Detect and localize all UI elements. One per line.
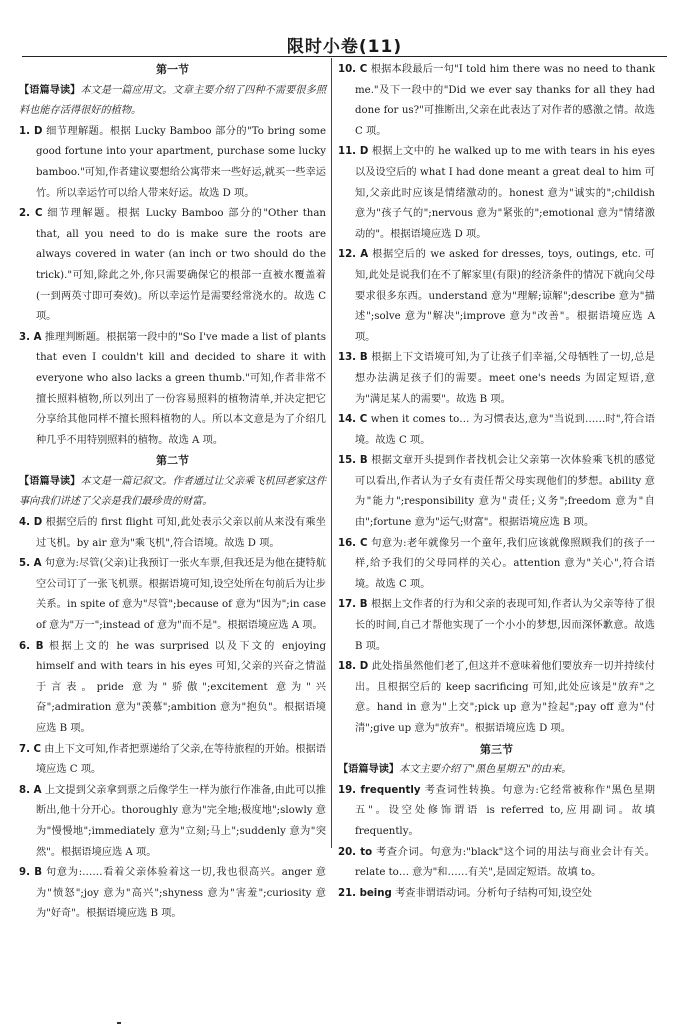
answer-explanation: when it comes to… 为习惯表达,意为"当说到……时",符合语境。故选 C 项。: [355, 414, 655, 446]
answer-number: 15. B: [338, 455, 368, 467]
answer-item-17: [338, 595, 655, 657]
answer-explanation: 根据上下文语境可知,为了让孩子们幸福,父母牺牲了一切,总是想办法满足孩子们的需要。meet one's needs 为固定短语,意为"满足某人的需要"。故选 B 项。: [355, 352, 655, 405]
answer-number: 21. being: [338, 887, 392, 899]
answer-item-5: [19, 554, 326, 636]
answer-number: 19. frequently: [338, 784, 421, 796]
guide-tag: 【语篇导读】: [19, 475, 81, 487]
answer-number: 12. A: [338, 249, 369, 261]
answer-number: 14. C: [338, 414, 368, 426]
answer-number: 6. B: [19, 640, 44, 652]
answer-item-13: [338, 348, 655, 410]
answer-number: 18. D: [338, 661, 369, 673]
answer-explanation: 根据上文的 he was surprised 以及下文的 enjoying himself and with tears in his eyes 可知,父亲的兴奋之情溢于言表。pride 意为"骄傲";excitement 意为"兴奋";admiration 意为"羡慕";ambition 意为"抱负"。根据语境应选 B 项。: [36, 640, 326, 734]
answer-explanation: 推理判断题。根据第一段中的"So I've made a list of plants that even I couldn't kill and decided to share it with everyone who also lacks a green thumb."可知,作者非常不擅长照料植物,所以列出了一份容易照料的植物清单,并决定把它分享给其他同样不擅长照料植物的人。所以本文意是为了介绍几种几乎不用特别照料的植物。故选 A 项。: [36, 331, 326, 446]
answer-number: 17. B: [338, 599, 368, 611]
answer-item-4: [19, 513, 326, 554]
answer-item-20: [338, 843, 655, 884]
guide-text: 本文是一篇应用文。文章主要介绍了四种不需要很多照料也能存活得很好的植物。: [19, 84, 327, 117]
title-rule: [22, 56, 667, 57]
section-heading-3: 第三节: [480, 742, 513, 756]
answer-number: 10. C: [338, 64, 368, 75]
answer-explanation: 考查词性转换。句意为:它经常被称作"黑色星期五"。设空处修饰谓语 is referred to,应用副词。故填 frequently。: [355, 784, 655, 837]
answer-explanation: 句意为:尽管(父亲)让我预订一张火车票,但我还是为他在捷特航空公司订了一张飞机票。根据语境可知,设空处所在句前后为让步关系。in spite of 意为"尽管";because of 意为"因为";in case of 意为"万一";instead of 意为"而不是"。根据语境应选 A 项。: [36, 558, 326, 632]
right-column: [338, 60, 655, 904]
answer-explanation: 根据上文作者的行为和父亲的表现可知,作者认为父亲等待了很长的时间,自己才帮他实现了一个小小的梦想,因而深怀歉意。故选 B 项。: [355, 599, 655, 652]
answer-item-21: [338, 884, 655, 905]
answer-number: 8. A: [19, 784, 42, 796]
section-heading-2: 第二节: [156, 454, 189, 468]
answer-explanation: 句意为:……看着父亲体验着这一切,我也很高兴。anger 意为"愤怒";joy 意为"高兴";shyness 意为"害羞";curiosity 意为"好奇"。根据语境应选 B 项。: [36, 867, 326, 920]
answer-explanation: 细节理解题。根据 Lucky Bamboo 部分的"To bring some good fortune into your apartment, purchase some lucky bamboo."可知,作者建议要想给公寓带来一些好运,就买一些幸运竹。所以幸运竹可以给人带来好运。故选 D 项。: [36, 125, 326, 199]
answer-item-3: [19, 328, 326, 452]
column-divider: [331, 58, 332, 848]
answer-item-12: [338, 245, 655, 348]
answer-number: 7. C: [19, 743, 41, 755]
answer-explanation: 根据空后的 we asked for dresses, toys, outings, etc. 可知,此处是说我们在不了解家里(有限)的经济条件的情况下就向父母要求很多东西。understand 意为"理解;谅解";describe 意为"描述";solve 意为"解决";improve 意为"改善"。根据语境应选 A 项。: [355, 249, 655, 343]
section-heading-1: 第一节: [156, 63, 189, 76]
answer-item-14: [338, 410, 655, 451]
answer-number: 13. B: [338, 352, 368, 364]
answer-explanation: 由上下文可知,作者把票递给了父亲,在等待旅程的开始。根据语境应选 C 项。: [36, 743, 326, 776]
answer-number: 1. D: [19, 125, 43, 137]
answer-explanation: 根据本段最后一句"I told him there was no need to thank me."及下一段中的"Did we ever say thanks for all they had done for us?"可推断出,父亲在此表达了对作者的感激之情。故选 C 项。: [355, 64, 655, 137]
reading-guide-3: [338, 760, 655, 781]
answer-number: 16. C: [338, 537, 368, 549]
answer-item-10: [338, 60, 655, 142]
guide-tag: 【语篇导读】: [19, 84, 81, 96]
answer-item-8: [19, 781, 326, 863]
answer-number: 20. to: [338, 846, 373, 858]
answer-item-18: [338, 657, 655, 739]
answer-explanation: 此处指虽然他们老了,但这并不意味着他们要放弃一切并持续付出。且根据空后的 keep sacrificing 可知,此处应该是"放弃"之意。hand in 意为"上交";pick up 意为"捡起";pay off 意为"付清";give up 意为"放弃"。根据语境应选 D 项。: [355, 661, 655, 734]
answer-item-19: [338, 781, 655, 843]
guide-tag: 【语篇导读】: [338, 764, 400, 776]
guide-text: 本文主要介绍了"黑色星期五"的由来。: [399, 764, 572, 776]
answer-item-9: [19, 863, 326, 925]
guide-text: 本文是一篇记叙文。作者通过让父亲乘飞机回老家这件事向我们讲述了父亲是我们最珍贵的财富。: [19, 475, 327, 508]
answer-explanation: 考查非谓语动词。分析句子结构可知,设空处: [395, 887, 592, 899]
answer-explanation: 根据文章开头提到作者找机会让父亲第一次体验乘飞机的感觉可以看出,作者认为子女有责任帮父母实现他们的梦想。ability 意为"能力";responsibility 意为"责任;义务";freedom 意为"自由";fortune 意为"运气;财富"。根据语境应选 B 项。: [355, 455, 656, 529]
answer-number: 4. D: [19, 517, 43, 529]
answer-item-1: [19, 122, 326, 204]
answer-explanation: 根据空后的 first flight 可知,此处表示父亲以前从来没有乘坐过飞机。by air 意为"乘飞机",符合语境。故选 D 项。: [36, 517, 326, 549]
answer-number: 9. B: [19, 867, 42, 879]
answer-number: 11. D: [338, 146, 369, 158]
left-column: [19, 60, 326, 925]
answer-explanation: 根据上文中的 he walked up to me with tears in his eyes 以及设空后的 what I had done meant a great deal to him 可知,父亲此时应该是情绪激动的。honest 意为"诚实的";childish 意为"孩子气的";nervous 意为"紧张的";emotional 意为"情绪激动的"。根据语境应选 D 项。: [355, 146, 655, 240]
answer-item-15: [338, 451, 655, 533]
answer-item-6: [19, 637, 326, 740]
answer-item-11: [338, 142, 655, 245]
answer-explanation: 上文提到父亲拿到票之后像学生一样为旅行作准备,由此可以推断出,他十分开心。thoroughly 意为"完全地;极度地";slowly 意为"慢慢地";immediately 意为"立刻;马上";suddenly 意为"突然"。根据语境应选 A 项。: [36, 784, 326, 858]
answer-explanation: 考查介词。句意为:"black"这个词的用法与商业会计有关。relate to… 意为"和……有关",是固定短语。故填 to。: [355, 846, 655, 879]
reading-guide-1: [19, 81, 326, 122]
page-title: 限时小卷(11): [286, 37, 403, 57]
answer-number: 2. C: [19, 208, 43, 220]
answer-number: 3. A: [19, 331, 42, 343]
answer-explanation: 句意为:老年就像另一个童年,我们应该就像照顾我们的孩子一样,给予我们的父母同样的关心。attention 意为"关心",符合语境。故选 C 项。: [355, 537, 655, 590]
answer-number: 5. A: [19, 558, 42, 570]
answer-item-2: [19, 204, 326, 328]
answer-item-7: [19, 740, 326, 781]
page-mark: [117, 1022, 121, 1024]
reading-guide-2: [19, 472, 326, 513]
answer-item-16: [338, 534, 655, 596]
answer-explanation: 细节理解题。根据 Lucky Bamboo 部分的"Other than that, all you need to do is make sure the roots are always covered in water (an inch or two should do the trick)."可知,除此之外,你只需要确保它的根部一直被水覆盖着(一到两英寸即可奏效)。所以幸运竹是需要经常浇水的。故选 C 项。: [36, 208, 326, 323]
